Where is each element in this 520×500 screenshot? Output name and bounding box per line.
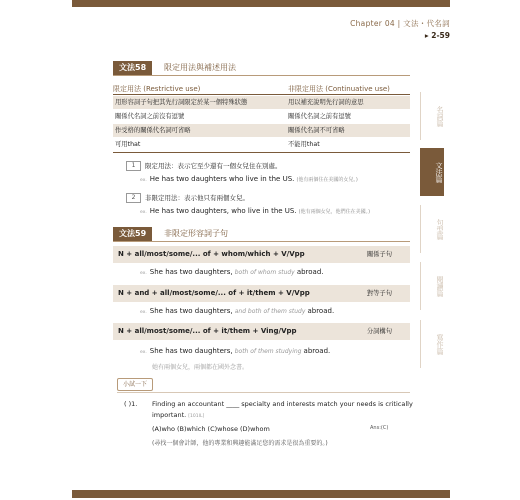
bottom-rule <box>72 490 450 498</box>
example-mark: ex. <box>140 178 147 183</box>
table-row <box>113 110 410 123</box>
english-sentence: He has two daughters, who live in the US. <box>149 207 297 215</box>
section-59-tag: 文法59 <box>113 227 152 241</box>
highlighted-phrase: both of them studying <box>234 348 302 355</box>
table-header-restrictive: 限定用法 (Restrictive use) <box>113 85 201 93</box>
english-sentence-end: abroad. <box>296 268 324 276</box>
section-58-title: 限定用法與補述用法 <box>164 63 236 72</box>
table-bottom-rule <box>113 152 410 153</box>
quiz-answer: Ans:(C) <box>370 425 389 431</box>
table-cell: 不能用that <box>288 141 320 148</box>
side-tab-sentence[interactable]: 句型篇 <box>420 205 445 253</box>
english-sentence: She has two daughters, <box>149 268 233 276</box>
side-tab-grammar[interactable]: 文法篇 <box>420 148 444 196</box>
table-row <box>113 124 410 137</box>
table-top-rule <box>113 94 410 95</box>
table-header-continuative: 非限定用法 (Continuative use) <box>288 85 390 93</box>
side-tab-reading[interactable]: 閱讀篇 <box>420 262 445 310</box>
table-cell: 可用that <box>115 141 141 148</box>
chinese-gloss: (他有兩個住在美國的女兒。) <box>296 177 358 183</box>
table-cell: 作受格的關係代名詞可省略 <box>115 127 191 134</box>
example-number: 1 <box>126 161 141 171</box>
english-sentence: She has two daughters, <box>149 347 233 355</box>
formula-label: 對等子句 <box>366 290 392 297</box>
english-sentence: He has two daughters who live in the US. <box>149 175 295 183</box>
example-mark: ex. <box>140 210 147 215</box>
quiz-question-text: important. <box>152 411 187 419</box>
formula-3-gloss: 她有兩個女兒，兩個都在國外念書。 <box>152 364 249 371</box>
quiz-answer-paren: ( )1. <box>124 400 138 408</box>
example-number: 2 <box>126 193 141 203</box>
formula-label: 分詞構句 <box>366 328 392 335</box>
formula-2-example <box>140 307 334 315</box>
highlighted-phrase: and both of them study <box>234 308 306 315</box>
section-59-title: 非限定形容詞子句 <box>164 229 228 238</box>
formula-text: N + all/most/some/... of + whom/which + V/Vpp <box>118 250 305 258</box>
example-2-sentence <box>140 207 370 215</box>
formula-text: N + and + all/most/some/... of + it/them + V/Vpp <box>118 289 310 297</box>
quiz-source-note: [101IL] <box>188 414 205 419</box>
table-cell: 關係代名詞不可省略 <box>288 127 345 134</box>
example-1-title: 限定用法：表示它至少還有一個女兒住在別處。 <box>145 162 282 170</box>
page-number: ▸ 2-59 <box>424 31 450 40</box>
example-mark: ex. <box>140 350 147 355</box>
table-cell: 用形容詞子句把其先行詞限定於某一個特殊狀態 <box>115 99 248 106</box>
table-row <box>113 138 410 151</box>
example-1-sentence <box>140 175 358 183</box>
section-59-underline <box>113 241 410 242</box>
example-mark: ex. <box>140 271 147 276</box>
top-rule <box>72 0 450 7</box>
formula-label: 關係子句 <box>366 251 392 258</box>
formula-1-example <box>140 268 324 276</box>
formula-3-example <box>140 347 330 355</box>
quiz-options: (A)who (B)which (C)whose (D)whom <box>152 425 270 433</box>
table-cell: 關係代名詞之前沒有逗號 <box>115 113 185 120</box>
chapter-header: Chapter 04 | 文法・代名詞 <box>350 19 450 28</box>
english-sentence: She has two daughters, <box>149 307 233 315</box>
section-58-underline <box>113 75 410 76</box>
quiz-gloss: (尋找一個會計師，他的專業和興趣能滿足您的需求是很為重要的。) <box>152 440 328 447</box>
english-sentence-end: abroad. <box>307 307 335 315</box>
section-58-tag: 文法58 <box>113 61 152 75</box>
example-2-title: 非限定用法：表示他只有兩個女兒。 <box>145 194 249 202</box>
formula-row <box>113 323 410 340</box>
formula-row <box>113 246 410 263</box>
english-sentence-end: abroad. <box>303 347 331 355</box>
side-tab-noun[interactable]: 名詞篇 <box>420 92 445 140</box>
formula-row <box>113 285 410 302</box>
highlighted-phrase: both of whom study <box>234 269 295 276</box>
quiz-question-line-1: Finding an accountant ____ specialty and interests match your needs is critically <box>152 400 413 408</box>
table-row <box>113 96 410 109</box>
formula-text: N + all/most/some/... of + it/them + Ving/Vpp <box>118 327 297 335</box>
chinese-gloss: (他有兩個女兒，他們住在美國。) <box>298 209 371 215</box>
table-cell: 用以補充說明先行詞的意思 <box>288 99 364 106</box>
example-mark: ex. <box>140 310 147 315</box>
quiz-underline <box>117 392 410 393</box>
table-cell: 關係代名詞之前有逗號 <box>288 113 351 120</box>
side-tab-writing[interactable]: 寫作篇 <box>420 320 445 368</box>
quiz-tag: 小試一下 <box>117 378 153 391</box>
quiz-question-line-2 <box>152 411 204 419</box>
